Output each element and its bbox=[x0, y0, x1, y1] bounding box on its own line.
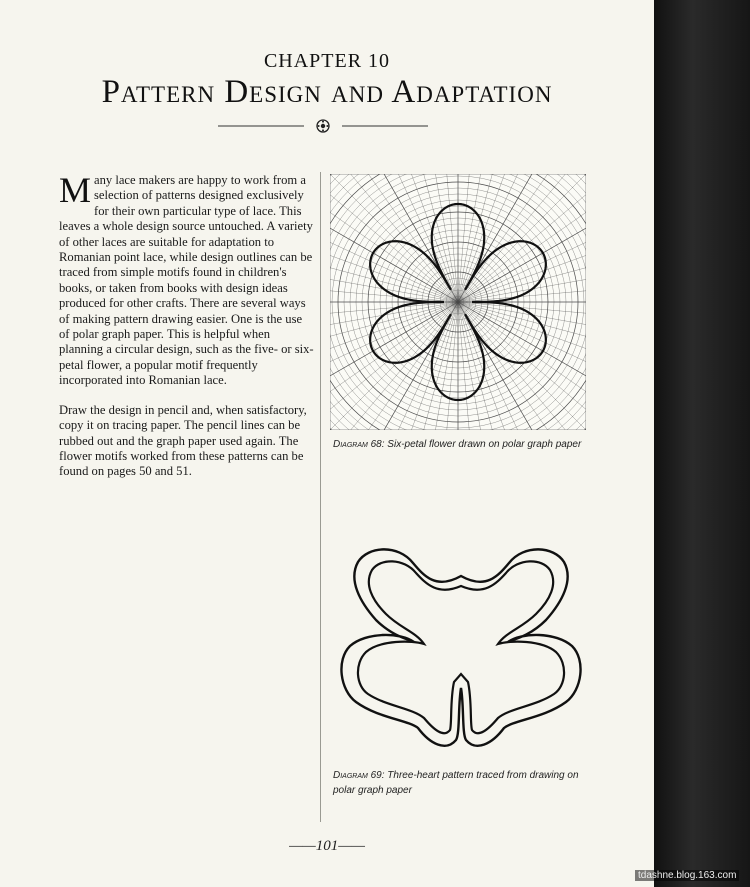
diagram-69-caption bbox=[333, 768, 603, 798]
book-spine-shadow bbox=[654, 0, 750, 887]
page-number-value: 101 bbox=[315, 838, 339, 854]
three-heart-inner-outline bbox=[358, 561, 564, 733]
watermark: tdashne.blog.163.com bbox=[635, 870, 739, 881]
chapter-number: CHAPTER 10 bbox=[263, 50, 391, 72]
diagram-69-text: Three-heart pattern traced from drawing on polar graph paper bbox=[333, 770, 579, 796]
polar-graph-flower-diagram bbox=[330, 174, 586, 430]
paragraph-1 bbox=[59, 170, 314, 389]
chapter-title: Pattern Design and Adaptation bbox=[101, 74, 553, 110]
body-text bbox=[59, 170, 314, 494]
paragraph-1-text: any lace makers are happy to work from a selection of patterns designed exclusively for their own particular type of lace. This leaves a whole design source untouched. A variety of other laces are suitable for adaptation to Romanian point lace, while design outlines can be traced from simple motifs found in children's books, or taken from books with design ideas produced for other crafts. There are several ways of making pattern drawing easier. One is the use of polar graph paper. This is helpful when planning a circular design, such as the five- or six-petal flower, a popular motif frequently incorporated into Romanian lace. bbox=[59, 173, 314, 388]
column-divider bbox=[320, 172, 321, 822]
three-heart-pattern-diagram bbox=[338, 540, 584, 755]
page-number: ——101—— bbox=[289, 838, 365, 854]
polar-grid bbox=[330, 174, 586, 430]
title-ornament bbox=[0, 117, 654, 135]
three-heart-outer-outline bbox=[341, 549, 580, 745]
diagram-69-label: Diagram 69: bbox=[333, 770, 385, 781]
diagram-68-label: Diagram 68: bbox=[333, 439, 385, 450]
drop-cap: M bbox=[59, 170, 92, 210]
diagram-68-caption bbox=[333, 437, 633, 452]
paragraph-2: Draw the design in pencil and, when satisfactory, copy it on tracing paper. The pencil lines can be rubbed out and the graph paper used again. The flower motifs worked from these patterns can be found on pages 50 and 51. bbox=[59, 402, 307, 479]
diagram-68-text: Six-petal flower drawn on polar graph paper bbox=[387, 439, 582, 450]
